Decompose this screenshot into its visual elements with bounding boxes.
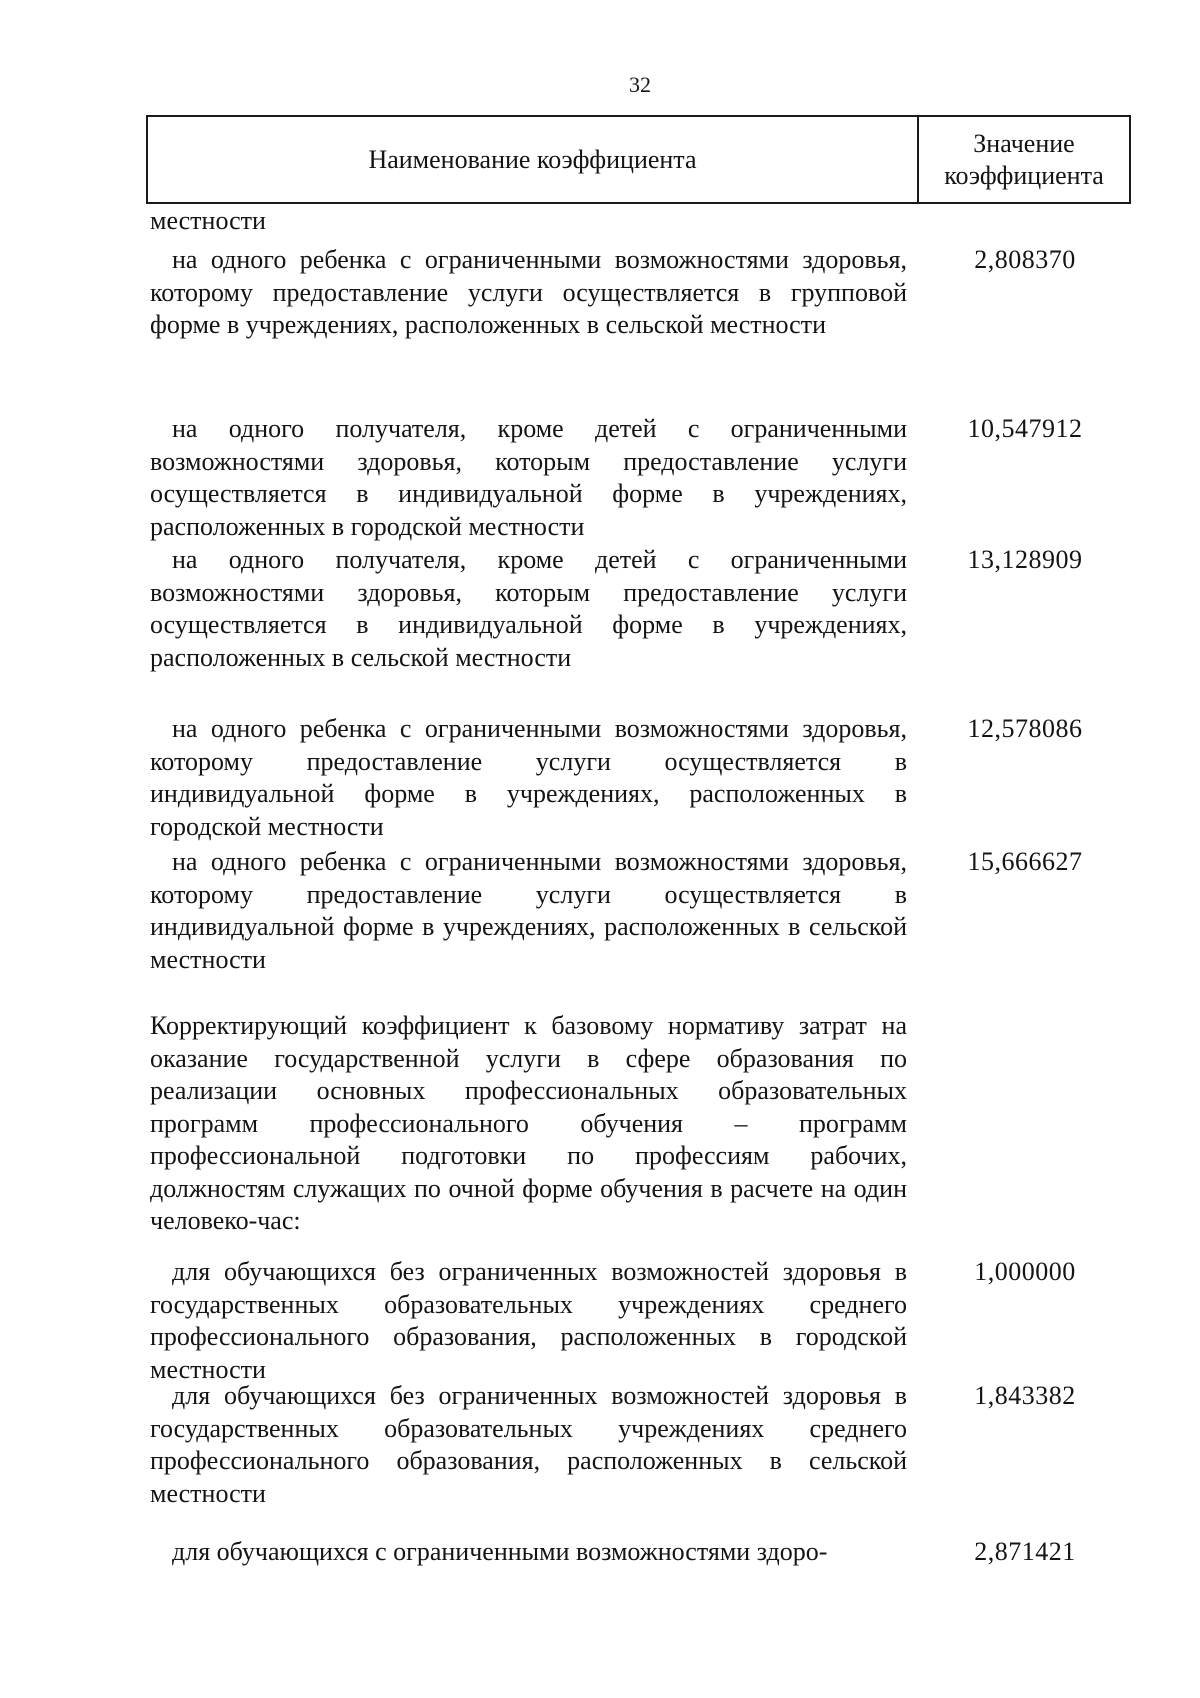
section-row-value-3: 2,871421 (974, 1537, 1076, 1566)
row-value-1: 2,808370 (974, 245, 1076, 274)
row-value-4: 12,578086 (967, 714, 1083, 743)
section-row-value-1: 1,000000 (974, 1257, 1076, 1286)
section-row-text-3: для обучающихся с ограниченными возможностями здоро- (172, 1537, 828, 1566)
row-text-2: на одного получателя, кроме детей с ограниченными возможностями здоровья, которым предоставление услуги осуществляется в индивидуальной форме в учреждениях, расположенных в городской местности (150, 414, 907, 541)
row-text-5: на одного ребенка с ограниченными возможностями здоровья, которому предоставление услуги осуществляется в индивидуальной форме в учреждениях, расположенных в сельской местности (150, 847, 907, 974)
section-heading: Корректирующий коэффициент к базовому нормативу затрат на оказание государственной услуги в сфере образования по реализации основных профессиональных образовательных программ профессионального обучения – программ профессиональной подготовки по профессиям рабочих, должностям служащих по очной форме обучения в расчете на один человеко-час: (150, 1011, 907, 1235)
row-value-3: 13,128909 (967, 545, 1083, 574)
page-number: 32 (629, 72, 651, 97)
table-header (146, 115, 1131, 204)
section-row-value-2: 1,843382 (974, 1381, 1076, 1410)
section-row-text-2: для обучающихся без ограниченных возможностей здоровья в государственных образовательных учреждениях среднего профессионального образования, расположенных в сельской местности (150, 1381, 907, 1508)
column-header-name: Наименование коэффициента (148, 117, 919, 202)
section-row-text-1: для обучающихся без ограниченных возможностей здоровья в государственных образовательных учреждениях среднего профессионального образования, расположенных в городской местности (150, 1257, 907, 1384)
row-text-3: на одного получателя, кроме детей с ограниченными возможностями здоровья, которым предоставление услуги осуществляется в индивидуальной форме в учреждениях, расположенных в сельской местности (150, 545, 907, 672)
column-header-value: Значение коэффициента (944, 128, 1104, 190)
row-value-5: 15,666627 (967, 847, 1083, 876)
row-text-4: на одного ребенка с ограниченными возможностями здоровья, которому предоставление услуги осуществляется в индивидуальной форме в учреждениях, расположенных в городской местности (150, 714, 907, 841)
row-text-1: на одного ребенка с ограниченными возможностями здоровья, которому предоставление услуги осуществляется в групповой форме в учреждениях, расположенных в сельской местности (150, 245, 907, 339)
row-value-2: 10,547912 (967, 414, 1083, 443)
continuation-text: местности (150, 206, 266, 235)
